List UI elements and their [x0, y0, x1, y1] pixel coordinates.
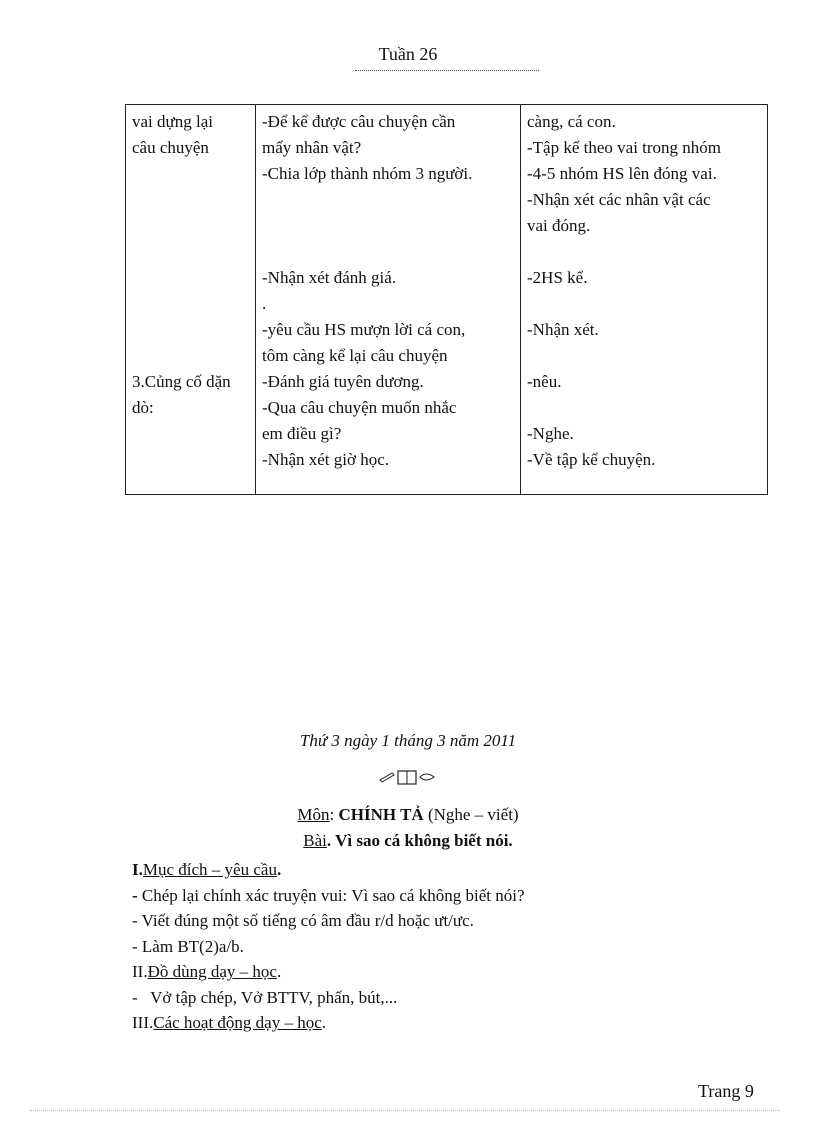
section-heading: I.Mục đích – yêu cầu.	[132, 860, 282, 879]
list-item: - Vở tập chép, Vở BTTV, phấn, bút,...	[132, 987, 398, 1007]
table-cell-line: -Nhận xét đánh giá.	[262, 268, 397, 287]
list-item: - Chép lại chính xác truyện vui: Vì sao cá không biết nói?	[132, 885, 525, 905]
footer-dotted-rule	[30, 1110, 780, 1111]
table-cell-line: -Nhận xét giờ học.	[262, 450, 390, 469]
table-cell-line: câu chuyện	[132, 138, 209, 157]
table-cell-line: -nêu.	[527, 372, 562, 391]
list-item: - Làm BT(2)a/b.	[132, 936, 244, 956]
date-line: Thứ 3 ngày 1 tháng 3 năm 2011	[299, 731, 517, 750]
table-cell-line: vai đóng.	[527, 216, 591, 235]
table-cell-line	[262, 239, 514, 265]
table-cell-line	[527, 343, 761, 369]
table-cell-line	[262, 213, 514, 239]
table-cell-line	[527, 291, 761, 317]
header-title: Tuần 26	[378, 44, 438, 64]
table-cell-line	[262, 187, 514, 213]
list-item: - Viết đúng một số tiếng có âm đầu r/d hoặc ưt/ưc.	[132, 911, 474, 930]
table-cell-line: -Nhận xét.	[527, 320, 599, 339]
table-cell-line	[132, 161, 249, 187]
subject-name: CHÍNH TẢ	[338, 805, 424, 824]
table-cell-line: -yêu cầu HS mượn lời cá con,	[262, 320, 466, 339]
table-cell-line: mấy nhân vật?	[262, 138, 362, 157]
section-heading: II.Đồ dùng dạy – học.	[132, 962, 282, 981]
table-cell-line: -Đánh giá tuyên dương.	[262, 372, 424, 391]
page-number: Trang 9	[698, 1081, 754, 1101]
table-cell-line	[132, 239, 249, 265]
table-cell-line	[132, 291, 249, 317]
table-cell-line	[132, 343, 249, 369]
lesson-title-line	[0, 831, 816, 851]
table-cell-teacher	[256, 105, 521, 495]
table-cell-line	[132, 187, 249, 213]
table-cell-line	[527, 239, 761, 265]
lesson-table	[125, 104, 768, 495]
table-cell-line	[132, 317, 249, 343]
subject-mode: (Nghe – viết)	[427, 805, 519, 824]
table-cell-line: -4-5 nhóm HS lên đóng vai.	[527, 164, 717, 183]
table-cell-line: vai dựng lại	[132, 112, 213, 131]
table-cell-line: 3.Củng cố dặn	[132, 372, 231, 391]
lesson-title: . Vì sao cá không biết nói.	[326, 831, 513, 850]
table-cell-student	[521, 105, 768, 495]
lesson-label: Bài	[303, 831, 327, 850]
table-cell-line	[527, 395, 761, 421]
header-dotted-rule	[355, 70, 539, 71]
lesson-body	[132, 857, 752, 1036]
table-cell-line: .	[262, 294, 267, 313]
table-cell-line: -2HS kể.	[527, 268, 588, 287]
table-cell-line: -Về tập kể chuyện.	[527, 450, 656, 469]
table-cell-line: dò:	[132, 398, 154, 417]
table-cell-line: -Tập kể theo vai trong nhóm	[527, 138, 722, 157]
table-cell-line: -Chia lớp thành nhóm 3 người.	[262, 164, 473, 183]
table-cell-line: -Qua câu chuyện muốn nhắc	[262, 398, 457, 417]
table-cell-line: tôm càng kể lại câu chuyện	[262, 346, 448, 365]
table-cell-line: -Nghe.	[527, 424, 574, 443]
subject-label: Môn	[297, 805, 330, 824]
table-cell-line	[132, 265, 249, 291]
section-heading: III.Các hoạt động dạy – học.	[132, 1013, 327, 1032]
table-cell-line	[132, 421, 249, 447]
subject-line	[0, 805, 816, 825]
table-cell-line: càng, cá con.	[527, 112, 616, 131]
table-cell-line	[132, 213, 249, 239]
subject-colon: :	[329, 805, 335, 824]
table-cell-line: -Nhận xét các nhân vật các	[527, 190, 711, 209]
table-cell-line: em điều gì?	[262, 424, 342, 443]
table-cell-line: -Để kể được câu chuyện cần	[262, 112, 456, 131]
table-cell-activity	[126, 105, 256, 495]
table-row	[126, 105, 768, 495]
table-cell-line	[132, 447, 249, 473]
